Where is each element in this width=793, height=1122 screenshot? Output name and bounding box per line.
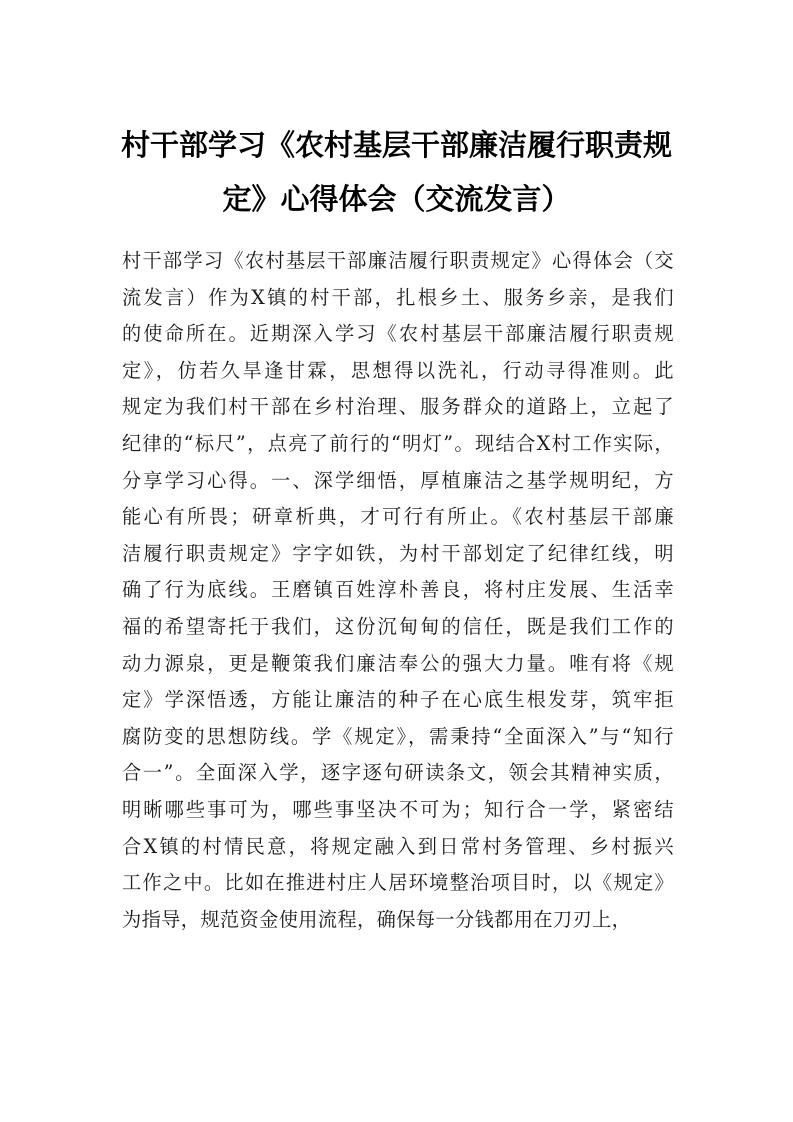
body-line: 福的希望寄托于我们，这份沉甸甸的信任，既是我们工作的 xyxy=(122,614,674,638)
body-line: 的使命所在。近期深入学习《农村基层干部廉洁履行职责规 xyxy=(122,322,674,346)
body-line: 分享学习心得。一、深学细悟，厚植廉洁之基学规明纪，方 xyxy=(122,468,674,492)
body-line: 能心有所畏；研章析典，才可行有所止。《农村基层干部廉 xyxy=(122,505,674,529)
body-line: 定》学深悟透，方能让廉洁的种子在心底生根发芽，筑牢拒 xyxy=(122,688,674,712)
body-line: 工作之中。比如在推进村庄人居环境整治项目时，以《规定》 xyxy=(122,871,674,895)
body-line: 明晰哪些事可为，哪些事坚决不可为；知行合一学，紧密结 xyxy=(122,797,674,821)
body-line: 定》，仿若久旱逢甘霖，思想得以洗礼，行动寻得准则。此 xyxy=(122,358,674,382)
body-line: 洁履行职责规定》字字如铁，为村干部划定了纪律红线，明 xyxy=(122,541,674,565)
body-line: 纪律的“标尺”，点亮了前行的“明灯”。现结合X村工作实际， xyxy=(122,431,674,455)
body-line: 合X镇的村情民意，将规定融入到日常村务管理、乡村振兴 xyxy=(122,834,674,858)
title-line-2: 定》心得体会（交流发言） xyxy=(222,182,571,216)
document-body xyxy=(122,243,674,938)
body-line: 为指导，规范资金使用流程，确保每一分钱都用在刀刃上， xyxy=(122,907,632,931)
title-line-1: 村干部学习《农村基层干部廉洁履行职责规 xyxy=(120,128,672,162)
body-line: 流发言）作为X镇的村干部，扎根乡土、服务乡亲，是我们 xyxy=(122,285,674,309)
body-line: 村干部学习《农村基层干部廉洁履行职责规定》心得体会（交 xyxy=(122,249,674,272)
body-line: 确了行为底线。王磨镇百姓淳朴善良，将村庄发展、生活幸 xyxy=(122,578,674,602)
body-line: 合一”。全面深入学，逐字逐句研读条文，领会其精神实质， xyxy=(122,761,674,785)
body-line: 动力源泉，更是鞭策我们廉洁奉公的强大力量。唯有将《规 xyxy=(122,651,674,675)
body-line: 规定为我们村干部在乡村治理、服务群众的道路上，立起了 xyxy=(122,395,674,419)
body-line: 腐防变的思想防线。学《规定》，需秉持“全面深入”与“知行 xyxy=(122,724,674,748)
document-title xyxy=(110,118,683,226)
